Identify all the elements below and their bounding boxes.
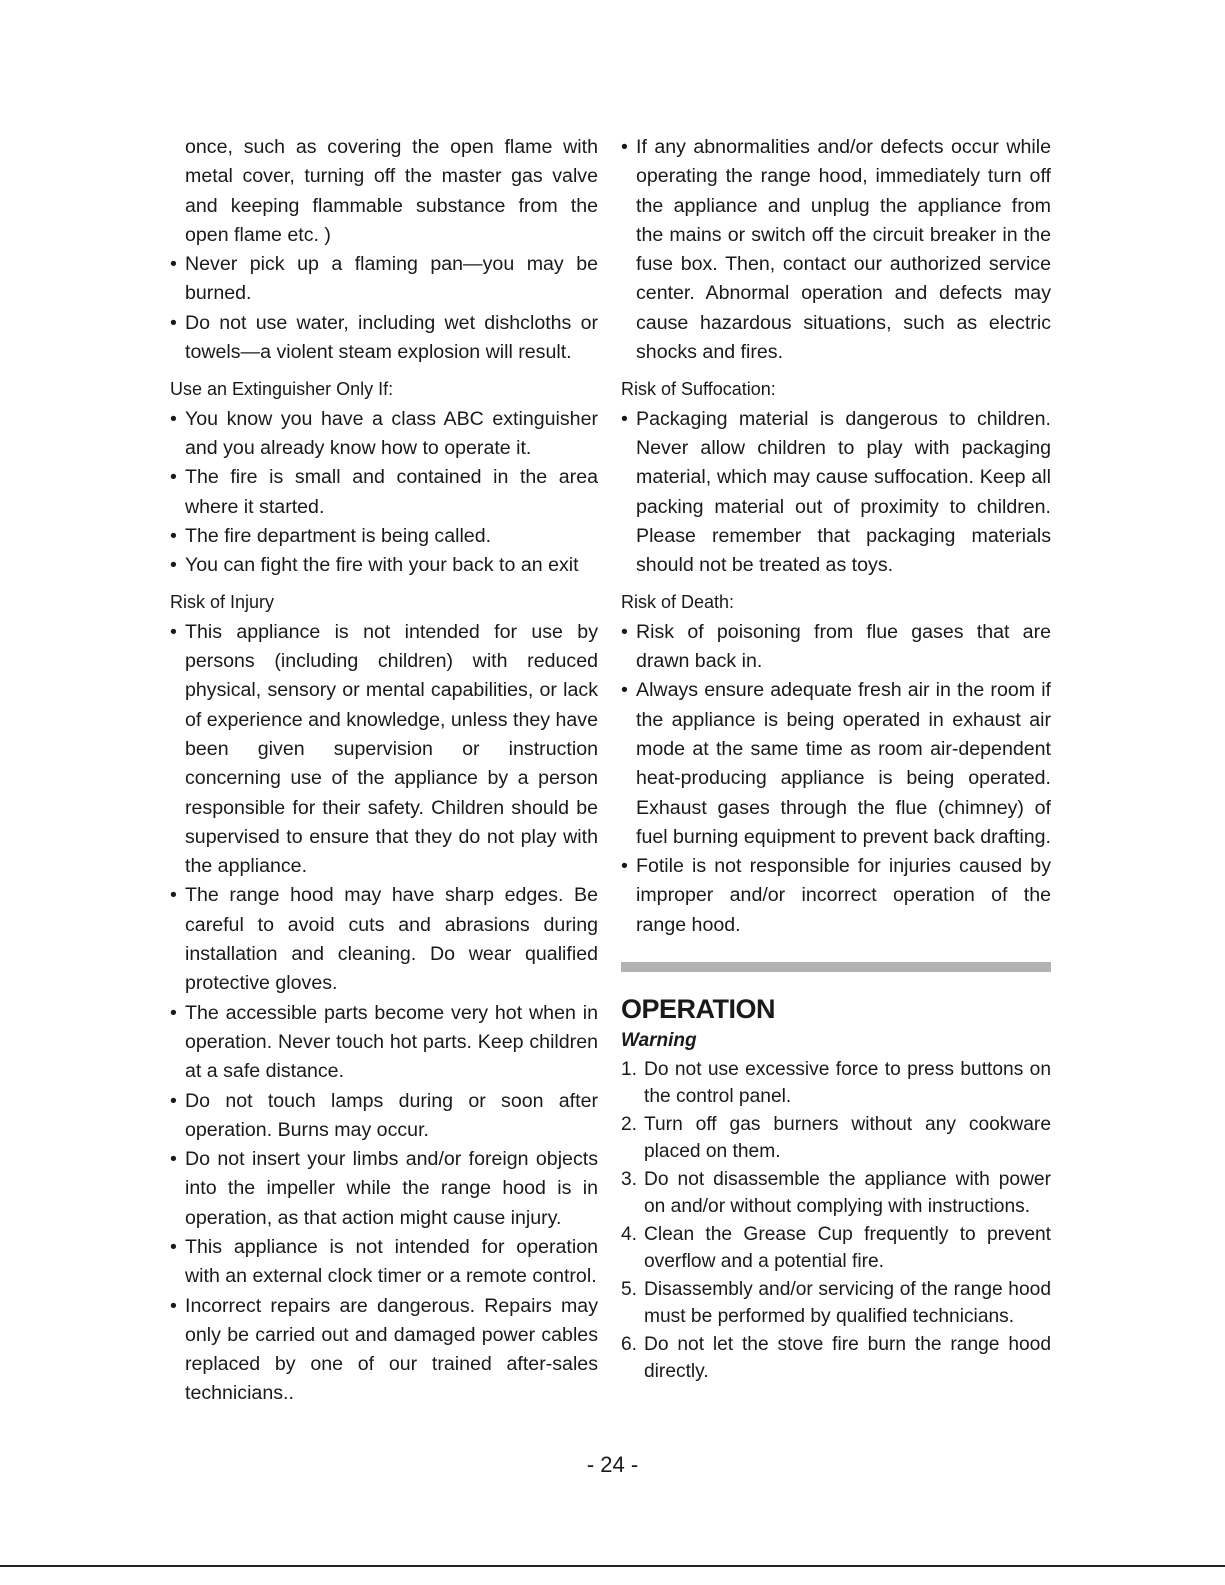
item-number: 6. xyxy=(621,1334,638,1356)
bullet-icon: • xyxy=(170,554,177,577)
page-number: - 24 - xyxy=(586,1452,639,1477)
list-item: • Packaging material is dangerous to children. Never allow children to play with packaging material, which may cause suffocation. Keep all packing material out of proximity to children. Please remember that packaging materials should not be treated as toys. xyxy=(621,405,1051,581)
bullet-icon: • xyxy=(621,620,628,643)
section-heading-suffocation: Risk of Suffocation: xyxy=(621,379,776,400)
list-item: • You know you have a class ABC extinguisher and you already know how to operate it. xyxy=(170,405,598,464)
item-number: 5. xyxy=(621,1279,638,1301)
bullet-icon: • xyxy=(170,407,177,430)
list-item: • Fotile is not responsible for injuries caused by improper and/or incorrect operation of the range hood. xyxy=(621,852,1051,940)
item-number: 1. xyxy=(621,1059,638,1081)
continued-paragraph: once, such as covering the open flame with metal cover, turning off the master gas valve and keeping flammable substance from the open flame etc. ) xyxy=(185,136,598,246)
item-number: 2. xyxy=(621,1114,638,1136)
list-item: • You can fight the fire with your back to an exit xyxy=(170,551,598,580)
warning-label: Warning xyxy=(621,1030,697,1052)
list-item: • Incorrect repairs are dangerous. Repairs may only be carried out and damaged power cables replaced by one of our trained after-sales technicians.. xyxy=(170,1292,598,1409)
section-heading-injury: Risk of Injury xyxy=(170,592,275,613)
list-item: • Do not touch lamps during or soon after operation. Burns may occur. xyxy=(170,1087,598,1146)
bullet-icon: • xyxy=(170,524,177,547)
bullet-icon: • xyxy=(170,1001,177,1024)
bullet-icon: • xyxy=(170,466,177,489)
section-heading-extinguisher: Use an Extinguisher Only If: xyxy=(170,379,394,400)
numbered-item: 4. Clean the Grease Cup frequently to prevent overflow and a potential fire. xyxy=(621,1221,1051,1275)
right-column xyxy=(621,133,1051,1386)
numbered-item: 5. Disassembly and/or servicing of the range hood must be performed by qualified technicians. xyxy=(621,1276,1051,1330)
list-item: • The accessible parts become very hot when in operation. Never touch hot parts. Keep children at a safe distance. xyxy=(170,999,598,1087)
list-item: • This appliance is not intended for use by persons (including children) with reduced physical, sensory or mental capabilities, or lack of experience and knowledge, unless they have been given supervision or instruction concerning use of the appliance by a person responsible for their safety. Children should be supervised to ensure that they do not play with the appliance. xyxy=(170,618,598,882)
numbered-item: 3. Do not disassemble the appliance with power on and/or without complying with instructions. xyxy=(621,1166,1051,1220)
bullet-icon: • xyxy=(170,1235,177,1258)
bullet-icon: • xyxy=(170,1148,177,1171)
section-heading-death: Risk of Death: xyxy=(621,592,735,613)
list-item: • The range hood may have sharp edges. Be careful to avoid cuts and abrasions during installation and cleaning. Do wear qualified protective gloves. xyxy=(170,881,598,998)
list-item: • The fire department is being called. xyxy=(170,522,598,551)
numbered-item: 6. Do not let the stove fire burn the range hood directly. xyxy=(621,1331,1051,1385)
list-item: • This appliance is not intended for operation with an external clock timer or a remote control. xyxy=(170,1233,598,1292)
item-number: 3. xyxy=(621,1169,638,1191)
item-number: 4. xyxy=(621,1224,638,1246)
bullet-icon: • xyxy=(621,855,628,878)
numbered-item: 2. Turn off gas burners without any cookware placed on them. xyxy=(621,1111,1051,1165)
bullet-icon: • xyxy=(621,136,628,158)
list-item: • Always ensure adequate fresh air in the room if the appliance is being operated in exhaust air mode at the same time as room air-dependent heat-producing appliance is being operated. Exhaust gases through the flue (chimney) of fuel burning equipment to prevent back drafting. xyxy=(621,676,1051,852)
section-title-operation: OPERATION xyxy=(621,994,776,1025)
list-item: • If any abnormalities and/or defects occur while operating the range hood, immediately turn off the appliance and unplug the appliance from the mains or switch off the circuit breaker in the fuse box. Then, contact our authorized service center. Abnormal operation and defects may cause hazardous situations, such as electric shocks and fires. xyxy=(621,133,1051,367)
bullet-icon: • xyxy=(170,311,177,334)
left-column xyxy=(170,133,598,1409)
bullet-icon: • xyxy=(170,1089,177,1112)
bullet-icon: • xyxy=(621,679,628,702)
list-item: • Do not insert your limbs and/or foreign objects into the impeller while the range hood is in operation, as that action might cause injury. xyxy=(170,1145,598,1233)
list-item: • Never pick up a flaming pan—you may be burned. xyxy=(170,250,598,309)
list-item: • Do not use water, including wet dishcloths or towels—a violent steam explosion will result. xyxy=(170,309,598,368)
list-item: • The fire is small and contained in the area where it started. xyxy=(170,463,598,522)
bullet-icon: • xyxy=(621,407,628,430)
list-item: • Risk of poisoning from flue gases that are drawn back in. xyxy=(621,618,1051,677)
bullet-icon: • xyxy=(170,253,177,276)
bullet-icon: • xyxy=(170,1294,177,1317)
section-divider xyxy=(621,962,1051,972)
page-bottom-rule xyxy=(0,1565,1225,1567)
bullet-icon: • xyxy=(170,884,177,907)
numbered-item: 1. Do not use excessive force to press buttons on the control panel. xyxy=(621,1056,1051,1110)
bullet-icon: • xyxy=(170,620,177,643)
